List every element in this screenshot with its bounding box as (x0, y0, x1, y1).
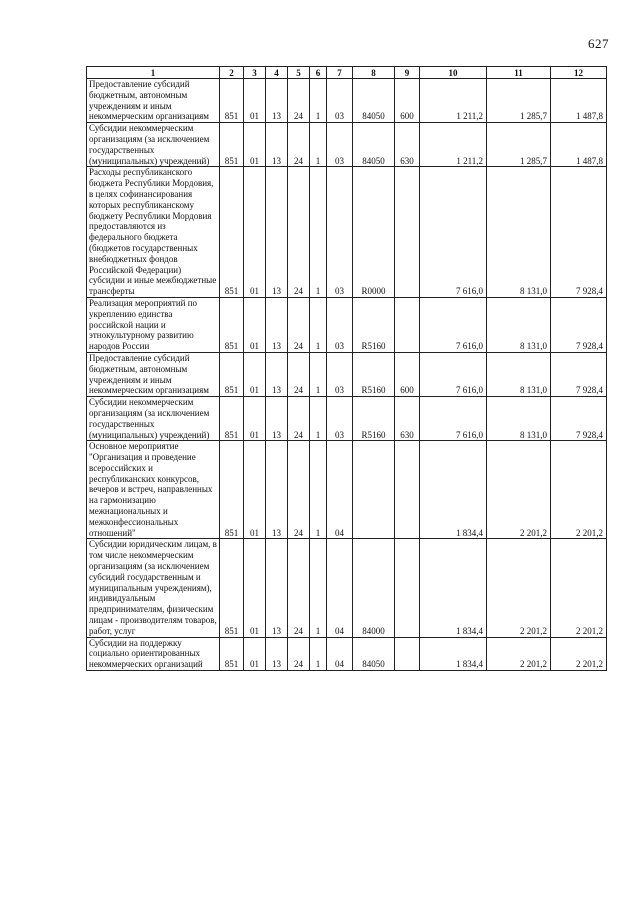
code-expense-type (395, 167, 420, 298)
row-name: Субсидии некоммерческим организациям (за исключением государственных (муниципальных) учреждений) (87, 123, 220, 167)
code-direction: 84050 (353, 637, 395, 670)
amount-col10: 7 616,0 (420, 167, 487, 298)
code-subprogram: 1 (310, 397, 327, 441)
code-expense-type: 600 (395, 79, 420, 123)
code-direction: R5160 (353, 352, 395, 396)
amount-col12: 2 201,2 (551, 441, 607, 539)
amount-col11: 8 131,0 (487, 397, 551, 441)
code-expense-type: 600 (395, 352, 420, 396)
row-name: Расходы республиканского бюджета Республики Мордовия, в целях софинансирования которых республиканскому бюджету Республики Мордовия предоставляются из федерального бюджета (бюджетов государственных внебюджетных фондов Российской Федерации) субсидии и иные межбюджетные трансферты (87, 167, 220, 298)
code-subprogram: 1 (310, 441, 327, 539)
code-subprogram: 1 (310, 79, 327, 123)
code-subsection: 13 (266, 397, 288, 441)
code-program: 24 (288, 297, 310, 352)
code-event: 04 (327, 539, 353, 637)
amount-col10: 7 616,0 (420, 397, 487, 441)
amount-col12: 2 201,2 (551, 539, 607, 637)
code-ministry: 851 (220, 637, 244, 670)
code-program: 24 (288, 352, 310, 396)
code-ministry: 851 (220, 441, 244, 539)
code-subsection: 13 (266, 539, 288, 637)
row-name: Реализация мероприятий по укреплению единства российской нации и этнокультурному развитию народов России (87, 297, 220, 352)
column-header: 9 (395, 67, 420, 79)
code-ministry: 851 (220, 539, 244, 637)
amount-col10: 1 834,4 (420, 441, 487, 539)
amount-col10: 1 834,4 (420, 637, 487, 670)
code-event: 04 (327, 441, 353, 539)
row-name: Субсидии юридическим лицам, в том числе некоммерческим организациям (за исключением субсидий государственным и муниципальным учреждениям), индивидуальным предпринимателям, физическим лицам - производителям товаров, работ, услуг (87, 539, 220, 637)
code-section: 01 (244, 637, 266, 670)
code-subprogram: 1 (310, 297, 327, 352)
amount-col11: 8 131,0 (487, 167, 551, 298)
code-event: 03 (327, 397, 353, 441)
code-section: 01 (244, 123, 266, 167)
amount-col12: 7 928,4 (551, 297, 607, 352)
code-expense-type (395, 539, 420, 637)
amount-col11: 2 201,2 (487, 539, 551, 637)
header-row (87, 67, 607, 79)
code-subsection: 13 (266, 637, 288, 670)
column-header: 1 (87, 67, 220, 79)
column-header: 8 (353, 67, 395, 79)
code-section: 01 (244, 539, 266, 637)
amount-col10: 1 834,4 (420, 539, 487, 637)
table-row (87, 123, 607, 167)
code-subsection: 13 (266, 441, 288, 539)
page-number: 627 (588, 36, 609, 51)
table-row (87, 539, 607, 637)
code-subsection: 13 (266, 123, 288, 167)
amount-col12: 1 487,8 (551, 79, 607, 123)
code-expense-type (395, 441, 420, 539)
code-ministry: 851 (220, 397, 244, 441)
column-header: 6 (310, 67, 327, 79)
code-event: 03 (327, 352, 353, 396)
amount-col12: 2 201,2 (551, 637, 607, 670)
code-event: 03 (327, 123, 353, 167)
amount-col11: 1 285,7 (487, 79, 551, 123)
column-header: 7 (327, 67, 353, 79)
code-direction: R5160 (353, 297, 395, 352)
code-direction: 84000 (353, 539, 395, 637)
table-row (87, 397, 607, 441)
code-section: 01 (244, 352, 266, 396)
code-subsection: 13 (266, 79, 288, 123)
code-section: 01 (244, 441, 266, 539)
code-ministry: 851 (220, 167, 244, 298)
row-name: Субсидии на поддержку социально ориентированных некоммерческих организаций (87, 637, 220, 670)
table-row (87, 79, 607, 123)
code-subprogram: 1 (310, 637, 327, 670)
column-header: 10 (420, 67, 487, 79)
code-section: 01 (244, 79, 266, 123)
code-section: 01 (244, 297, 266, 352)
row-name: Предоставление субсидий бюджетным, автономным учреждениям и иным некоммерческим организациям (87, 79, 220, 123)
column-header: 3 (244, 67, 266, 79)
amount-col12: 1 487,8 (551, 123, 607, 167)
column-header: 2 (220, 67, 244, 79)
table-row (87, 637, 607, 670)
code-program: 24 (288, 441, 310, 539)
amount-col11: 8 131,0 (487, 352, 551, 396)
amount-col10: 7 616,0 (420, 352, 487, 396)
code-program: 24 (288, 397, 310, 441)
column-header: 12 (551, 67, 607, 79)
amount-col12: 7 928,4 (551, 397, 607, 441)
code-expense-type: 630 (395, 123, 420, 167)
budget-table (86, 66, 607, 671)
code-direction (353, 441, 395, 539)
code-event: 04 (327, 637, 353, 670)
code-ministry: 851 (220, 352, 244, 396)
code-ministry: 851 (220, 123, 244, 167)
code-ministry: 851 (220, 297, 244, 352)
table-row (87, 441, 607, 539)
code-subprogram: 1 (310, 539, 327, 637)
code-direction: R5160 (353, 397, 395, 441)
code-event: 03 (327, 297, 353, 352)
amount-col12: 7 928,4 (551, 352, 607, 396)
code-program: 24 (288, 539, 310, 637)
code-subsection: 13 (266, 352, 288, 396)
code-program: 24 (288, 123, 310, 167)
amount-col11: 2 201,2 (487, 637, 551, 670)
code-ministry: 851 (220, 79, 244, 123)
amount-col11: 8 131,0 (487, 297, 551, 352)
amount-col10: 1 211,2 (420, 123, 487, 167)
code-subprogram: 1 (310, 167, 327, 298)
row-name: Предоставление субсидий бюджетным, автономным учреждениям и иным некоммерческим организациям (87, 352, 220, 396)
amount-col10: 1 211,2 (420, 79, 487, 123)
table-row (87, 167, 607, 298)
code-direction: R0000 (353, 167, 395, 298)
code-direction: 84050 (353, 123, 395, 167)
code-section: 01 (244, 167, 266, 298)
code-expense-type: 630 (395, 397, 420, 441)
table-body (87, 79, 607, 671)
amount-col11: 1 285,7 (487, 123, 551, 167)
code-program: 24 (288, 79, 310, 123)
code-direction: 84050 (353, 79, 395, 123)
amount-col11: 2 201,2 (487, 441, 551, 539)
code-program: 24 (288, 167, 310, 298)
code-expense-type (395, 297, 420, 352)
code-section: 01 (244, 397, 266, 441)
code-subsection: 13 (266, 167, 288, 298)
code-event: 03 (327, 79, 353, 123)
code-subprogram: 1 (310, 123, 327, 167)
code-expense-type (395, 637, 420, 670)
table-row (87, 352, 607, 396)
column-header: 4 (266, 67, 288, 79)
code-subsection: 13 (266, 297, 288, 352)
amount-col12: 7 928,4 (551, 167, 607, 298)
column-header: 11 (487, 67, 551, 79)
row-name: Субсидии некоммерческим организациям (за исключением государственных (муниципальных) учреждений) (87, 397, 220, 441)
row-name: Основное мероприятие "Организация и проведение всероссийских и республиканских конкурсов, вечеров и встреч, направленных на гармонизацию межнациональных и межконфессиональных отношений" (87, 441, 220, 539)
column-header: 5 (288, 67, 310, 79)
code-subprogram: 1 (310, 352, 327, 396)
amount-col10: 7 616,0 (420, 297, 487, 352)
code-program: 24 (288, 637, 310, 670)
code-event: 03 (327, 167, 353, 298)
table-row (87, 297, 607, 352)
